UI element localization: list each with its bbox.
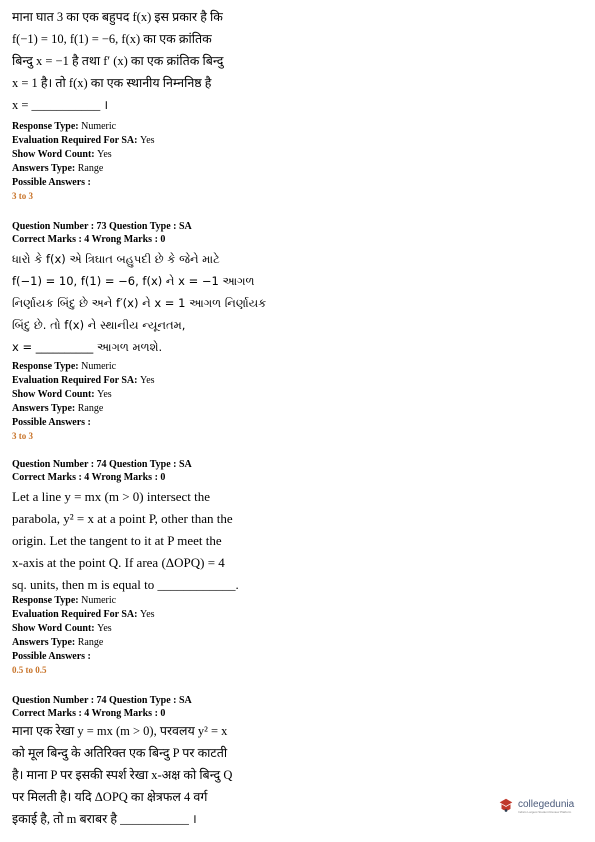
question-73-header [12,220,262,246]
meta-row: Response Type: Numeric [12,361,117,372]
meta-row: Answers Type: Range [12,403,104,414]
question-line: origin. Let the tangent to it at P meet the [12,533,222,548]
meta-row: Show Word Count: Yes [12,623,112,634]
meta-row: Show Word Count: Yes [12,149,112,160]
question-72-hindi-text [12,6,267,116]
question-line: ધારો કે f(x) એ ત્રિઘાત બહુપદી છે કે જેને માટે [12,252,220,266]
meta-row: Possible Answers : [12,177,91,188]
question-line: इकाई है, तो m बराबर है ___________ । [12,812,197,826]
question-number: Question Number : 74 Question Type : SA [12,459,192,470]
meta-row: Possible Answers : [12,417,91,428]
question-74-hindi-header [12,694,262,720]
possible-answer: 3 to 3 [12,431,33,441]
marks-info: Correct Marks : 4 Wrong Marks : 0 [12,708,166,719]
question-line: નિર્ણાયક બિંદુ છે અને f′(x) ને x = 1 આગળ નિર્ણાયક [12,296,267,310]
question-line: parabola, y² = x at a point P, other than the [12,511,233,526]
logo-name: collegedunia [518,798,575,810]
question-number: Question Number : 73 Question Type : SA [12,221,192,232]
question-line: x = __________ આગળ મળશે. [12,340,163,354]
question-line: Let a line y = mx (m > 0) intersect the [12,489,211,504]
question-74-english-text [12,486,267,596]
question-74-meta [12,594,262,677]
possible-answer: 3 to 3 [12,191,33,201]
question-72-meta [12,120,262,203]
question-73-meta [12,360,262,443]
logo-tagline: India's Largest Student Review Platform [518,809,572,814]
question-line: f(−1) = 10, f(1) = −6, f(x) का एक क्रांतिक [12,32,212,46]
question-line: माना घात 3 का एक बहुपद f(x) इस प्रकार है कि [12,10,223,24]
meta-row: Evaluation Required For SA: Yes [12,375,155,386]
collegedunia-logo [497,797,574,815]
question-line: पर मिलती है। यदि ΔOPQ का क्षेत्रफल 4 वर्ग [12,790,208,804]
marks-info: Correct Marks : 4 Wrong Marks : 0 [12,472,166,483]
question-line: बिन्दु x = −1 है तथा f′ (x) का एक क्रांतिक बिन्दु [12,54,224,68]
question-line: x = ___________ । [12,98,109,112]
meta-row: Evaluation Required For SA: Yes [12,609,155,620]
question-number: Question Number : 74 Question Type : SA [12,695,192,706]
possible-answer: 0.5 to 0.5 [12,665,47,675]
meta-row: Answers Type: Range [12,163,104,174]
question-line: x-axis at the point Q. If area (ΔOPQ) = 4 [12,555,225,570]
meta-row: Show Word Count: Yes [12,389,112,400]
question-line: f(−1) = 10, f(1) = −6, f(x) ને x = −1 આગળ [12,274,255,288]
question-line: माना एक रेखा y = mx (m > 0), परवलय y² = x [12,724,228,738]
question-74-hindi-text [12,720,267,830]
question-line: sq. units, then m is equal to ____________. [12,577,239,592]
meta-row: Evaluation Required For SA: Yes [12,135,155,146]
question-line: है। माना P पर इसकी स्पर्श रेखा x-अक्ष को बिन्दु Q [12,768,233,782]
question-line: को मूल बिन्दु के अतिरिक्त एक बिन्दु P पर काटती [12,746,228,760]
meta-row: Response Type: Numeric [12,595,117,606]
question-73-gujarati-text [12,248,267,358]
meta-row: Answers Type: Range [12,637,104,648]
question-line: બિંદુ છે. તો f(x) ને સ્થાનીય ન્યૂનતમ, [12,318,186,332]
marks-info: Correct Marks : 4 Wrong Marks : 0 [12,234,166,245]
question-74-header [12,458,262,484]
meta-row: Possible Answers : [12,651,91,662]
question-line: x = 1 है। तो f(x) का एक स्थानीय निम्ननिष्ठ है [12,76,212,90]
meta-row: Response Type: Numeric [12,121,117,132]
collegedunia-logo-icon [497,797,515,815]
